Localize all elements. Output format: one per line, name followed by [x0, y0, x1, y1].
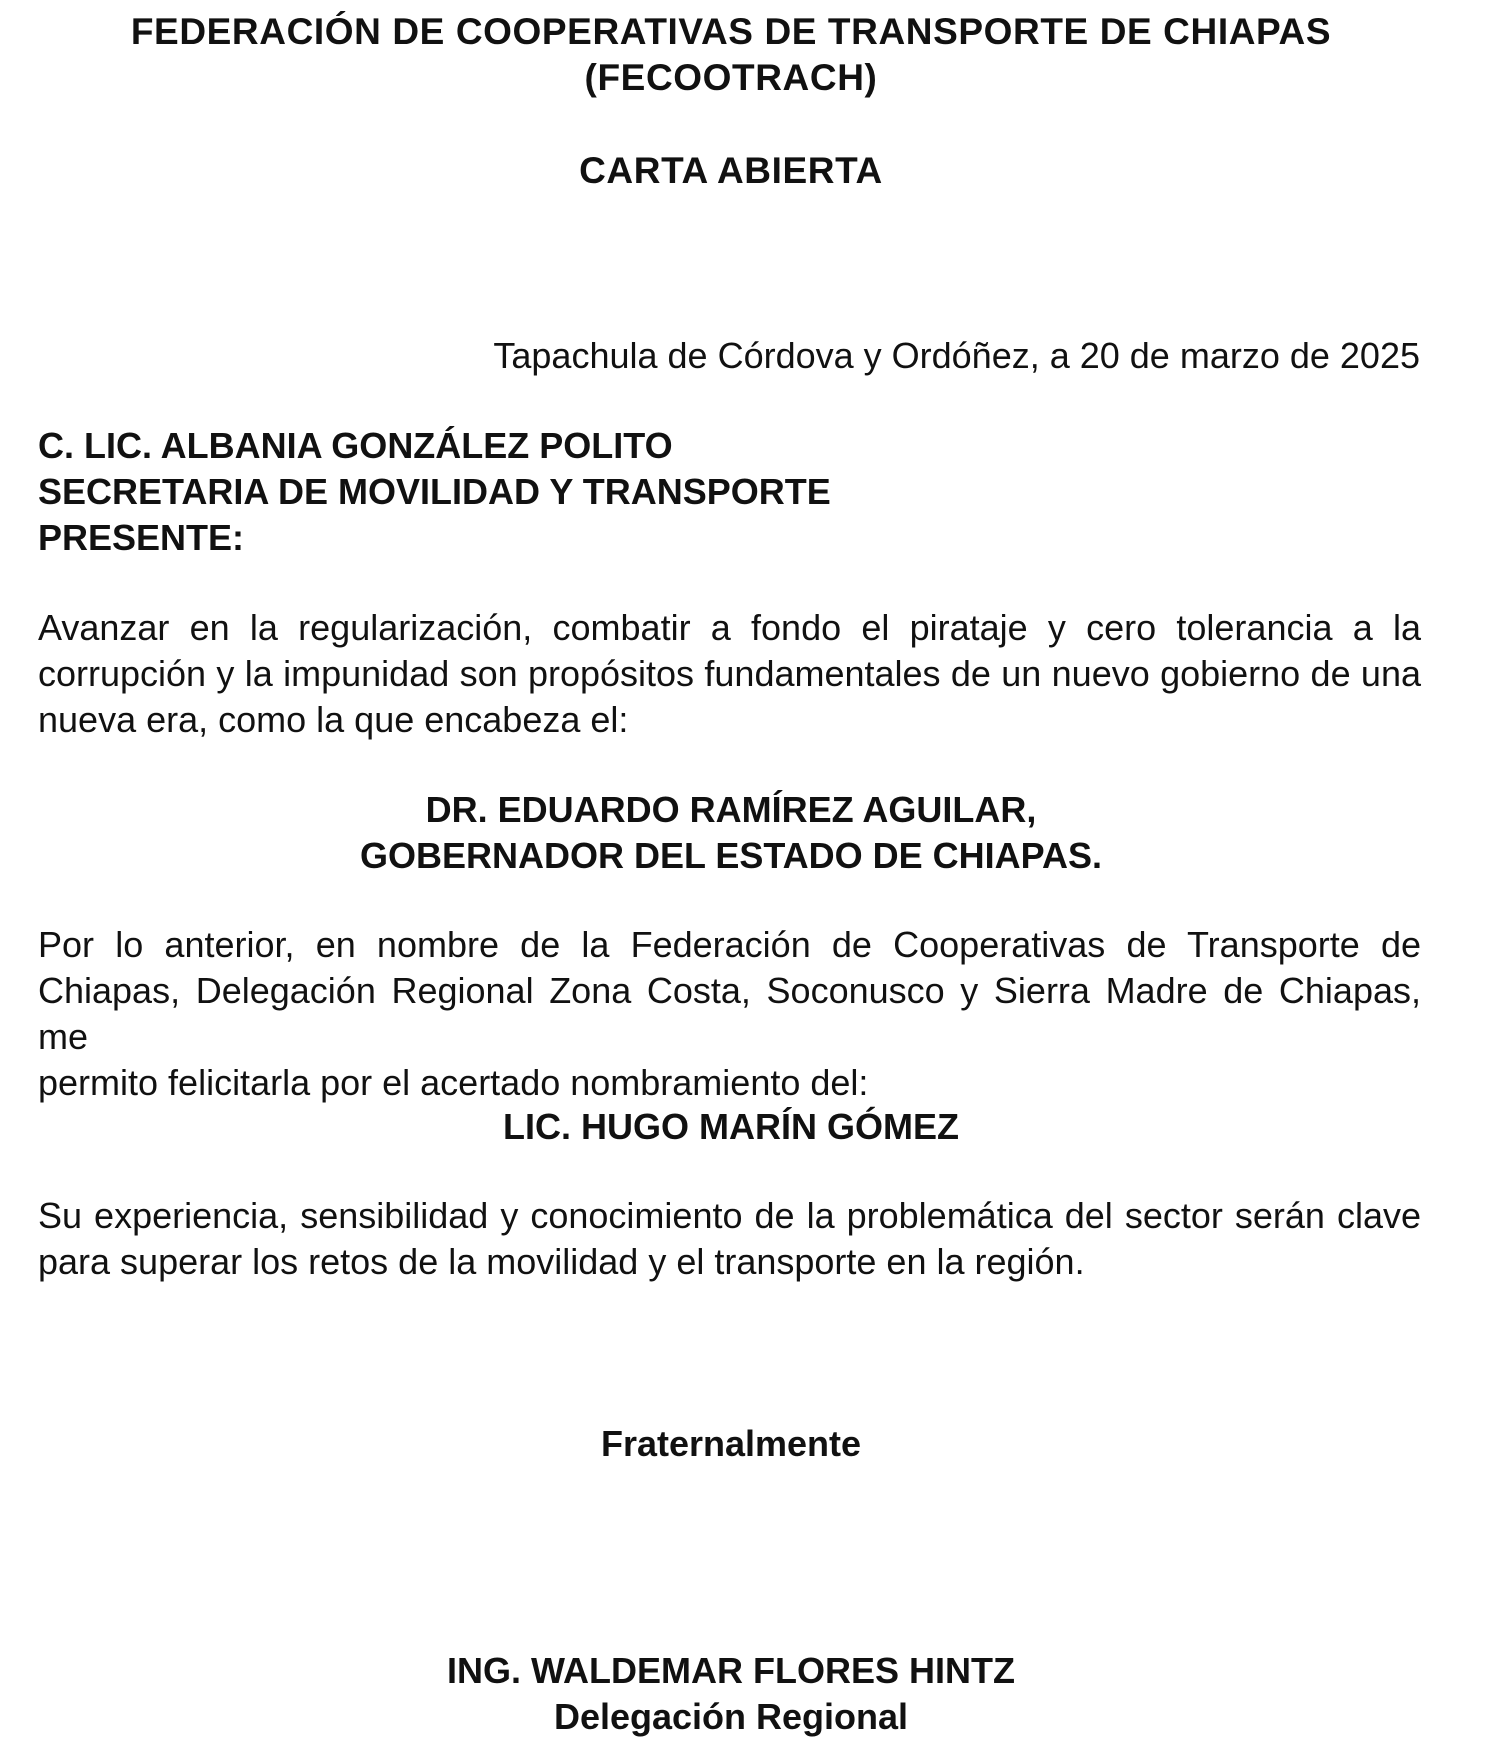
document-type-title: CARTA ABIERTA [579, 150, 883, 191]
paragraph-1 [38, 605, 1421, 743]
signatory-title: Delegación Regional [553, 1696, 909, 1737]
recipient-position: SECRETARIA DE MOVILIDAD Y TRANSPORTE [38, 471, 831, 512]
paragraph-2-line: Chiapas, Delegación Regional Zona Costa, Soconusco y Sierra Madre de Chiapas, me [38, 970, 1421, 1057]
signatory-name: ING. WALDEMAR FLORES HINTZ [447, 1650, 1015, 1691]
place-date: Tapachula de Córdova y Ordóñez, a 20 de marzo de 2025 [493, 335, 1420, 376]
recipient-block [38, 423, 831, 561]
signature-block [0, 1648, 1462, 1740]
organization-acronym: (FECOOTRACH) [584, 57, 878, 98]
paragraph-3-line: para superar los retos de la movilidad y el transporte en la región. [38, 1241, 1085, 1282]
governor-title: GOBERNADOR DEL ESTADO DE CHIAPAS. [359, 835, 1103, 876]
paragraph-2-line: permito felicitarla por el acertado nombramiento del: [38, 1062, 869, 1103]
governor-block [0, 787, 1462, 879]
paragraph-1-line: Avanzar en la regularización, combatir a fondo el pirataje y cero tolerancia a la [38, 607, 1421, 648]
recipient-greeting: PRESENTE: [38, 517, 245, 558]
paragraph-3-line: Su experiencia, sensibilidad y conocimiento de la problemática del sector serán clave [38, 1195, 1421, 1236]
paragraph-3 [38, 1193, 1421, 1285]
paragraph-2 [38, 922, 1421, 1106]
recipient-name: C. LIC. ALBANIA GONZÁLEZ POLITO [38, 425, 673, 466]
closing: Fraternalmente [600, 1423, 862, 1464]
paragraph-1-line: nueva era, como la que encabeza el: [38, 699, 629, 740]
governor-name: DR. EDUARDO RAMÍREZ AGUILAR, [425, 789, 1037, 830]
organization-title: FEDERACIÓN DE COOPERATIVAS DE TRANSPORTE DE CHIAPAS [130, 11, 1332, 52]
paragraph-1-line: corrupción y la impunidad son propósitos fundamentales de un nuevo gobierno de una [38, 653, 1421, 694]
appointee-name: LIC. HUGO MARÍN GÓMEZ [503, 1106, 959, 1147]
paragraph-2-line: Por lo anterior, en nombre de la Federación de Cooperativas de Transporte de [38, 924, 1421, 965]
